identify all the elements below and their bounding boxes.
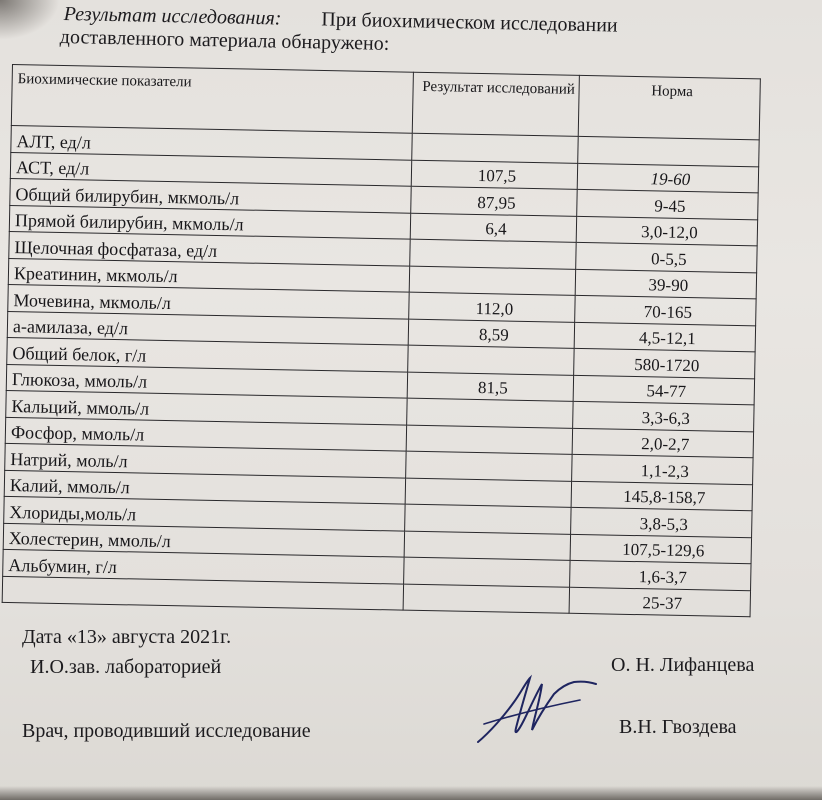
row-norm	[578, 136, 759, 166]
table-body	[2, 125, 759, 616]
row-result	[410, 239, 576, 269]
row-norm: 39-90	[575, 269, 756, 299]
row-name: Щелочная фосфатаза, ед/л	[9, 231, 410, 265]
row-norm: 2,0-2,7	[572, 428, 753, 458]
row-name: Прямой билирубин, мкмоль/л	[9, 205, 410, 239]
row-name: АСТ, ед/л	[10, 152, 411, 186]
row-result	[409, 266, 575, 296]
row-result	[405, 504, 571, 534]
row-result	[403, 584, 569, 614]
header-name: Биохимические показатели	[11, 65, 413, 134]
row-name: Креатинин, мкмоль/л	[8, 258, 409, 292]
row-norm: 0-5,5	[576, 242, 757, 272]
doctor-name: В.Н. Гвоздева	[619, 716, 737, 738]
row-norm: 1,6-3,7	[570, 560, 751, 590]
header-norm: Норма	[578, 75, 760, 139]
row-result: 81,5	[407, 372, 573, 402]
row-norm: 54-77	[573, 375, 754, 405]
lab-head-name: О. Н. Лифанцева	[611, 654, 755, 676]
report-date: Дата «13» августа 2021г.	[22, 626, 232, 648]
row-name: Альбумин, г/л	[3, 549, 404, 583]
row-result: 87,95	[411, 186, 577, 216]
report-heading-line2: доставленного материала обнаружено:	[59, 26, 390, 55]
row-name: АЛТ, ед/л	[11, 125, 412, 159]
row-norm: 9-45	[577, 189, 758, 219]
row-norm: 4,5-12,1	[574, 322, 755, 352]
row-norm: 19-60	[577, 163, 758, 193]
result-label: Результат исследования:	[63, 3, 282, 30]
row-norm: 145,8-158,7	[571, 481, 752, 511]
signature-icon	[470, 672, 600, 752]
row-name: а-амилаза, ед/л	[7, 311, 408, 345]
row-name: Кальций, ммоль/л	[6, 390, 407, 424]
row-result	[404, 557, 570, 587]
row-result: 8,59	[408, 319, 574, 349]
row-result	[408, 345, 574, 375]
results-table-wrap	[2, 64, 761, 617]
row-name: Калий, ммоль/л	[4, 470, 405, 504]
results-table	[2, 64, 761, 617]
row-norm: 70-165	[575, 295, 756, 325]
row-result	[406, 451, 572, 481]
row-norm: 107,5-129,6	[570, 534, 751, 564]
row-name: Глюкоза, ммоль/л	[6, 364, 407, 398]
row-result: 107,5	[411, 160, 577, 190]
corner-shadow	[0, 0, 60, 40]
row-name: Холестерин, ммоль/л	[3, 523, 404, 557]
row-norm: 25-37	[569, 587, 750, 617]
row-name: Натрий, моль/л	[5, 443, 406, 477]
row-result	[404, 531, 570, 561]
row-result	[407, 398, 573, 428]
doctor-title: Врач, проводивший исследование	[22, 720, 311, 742]
row-result: 6,4	[410, 213, 576, 243]
row-norm: 1,1-2,3	[572, 454, 753, 484]
row-result: 112,0	[409, 292, 575, 322]
row-norm: 3,0-12,0	[576, 216, 757, 246]
heading-text: При биохимическом исследовании	[321, 8, 618, 37]
row-result	[405, 478, 571, 508]
row-norm: 3,3-6,3	[573, 401, 754, 431]
bottom-edge-shadow	[0, 786, 822, 800]
row-norm: 3,8-5,3	[571, 507, 752, 537]
row-result	[406, 425, 572, 455]
row-norm: 580-1720	[574, 348, 755, 378]
header-result: Результат исследований	[412, 72, 579, 136]
row-name: Хлориды,моль/л	[4, 496, 405, 530]
row-name: Фосфор, ммоль/л	[5, 417, 406, 451]
lab-head-title: И.О.зав. лабораторией	[30, 656, 222, 678]
row-name: Общий белок, г/л	[7, 337, 408, 371]
row-name: Общий билирубин, мкмоль/л	[10, 178, 411, 212]
row-result	[412, 133, 578, 163]
row-name: Мочевина, мкмоль/л	[8, 284, 409, 318]
